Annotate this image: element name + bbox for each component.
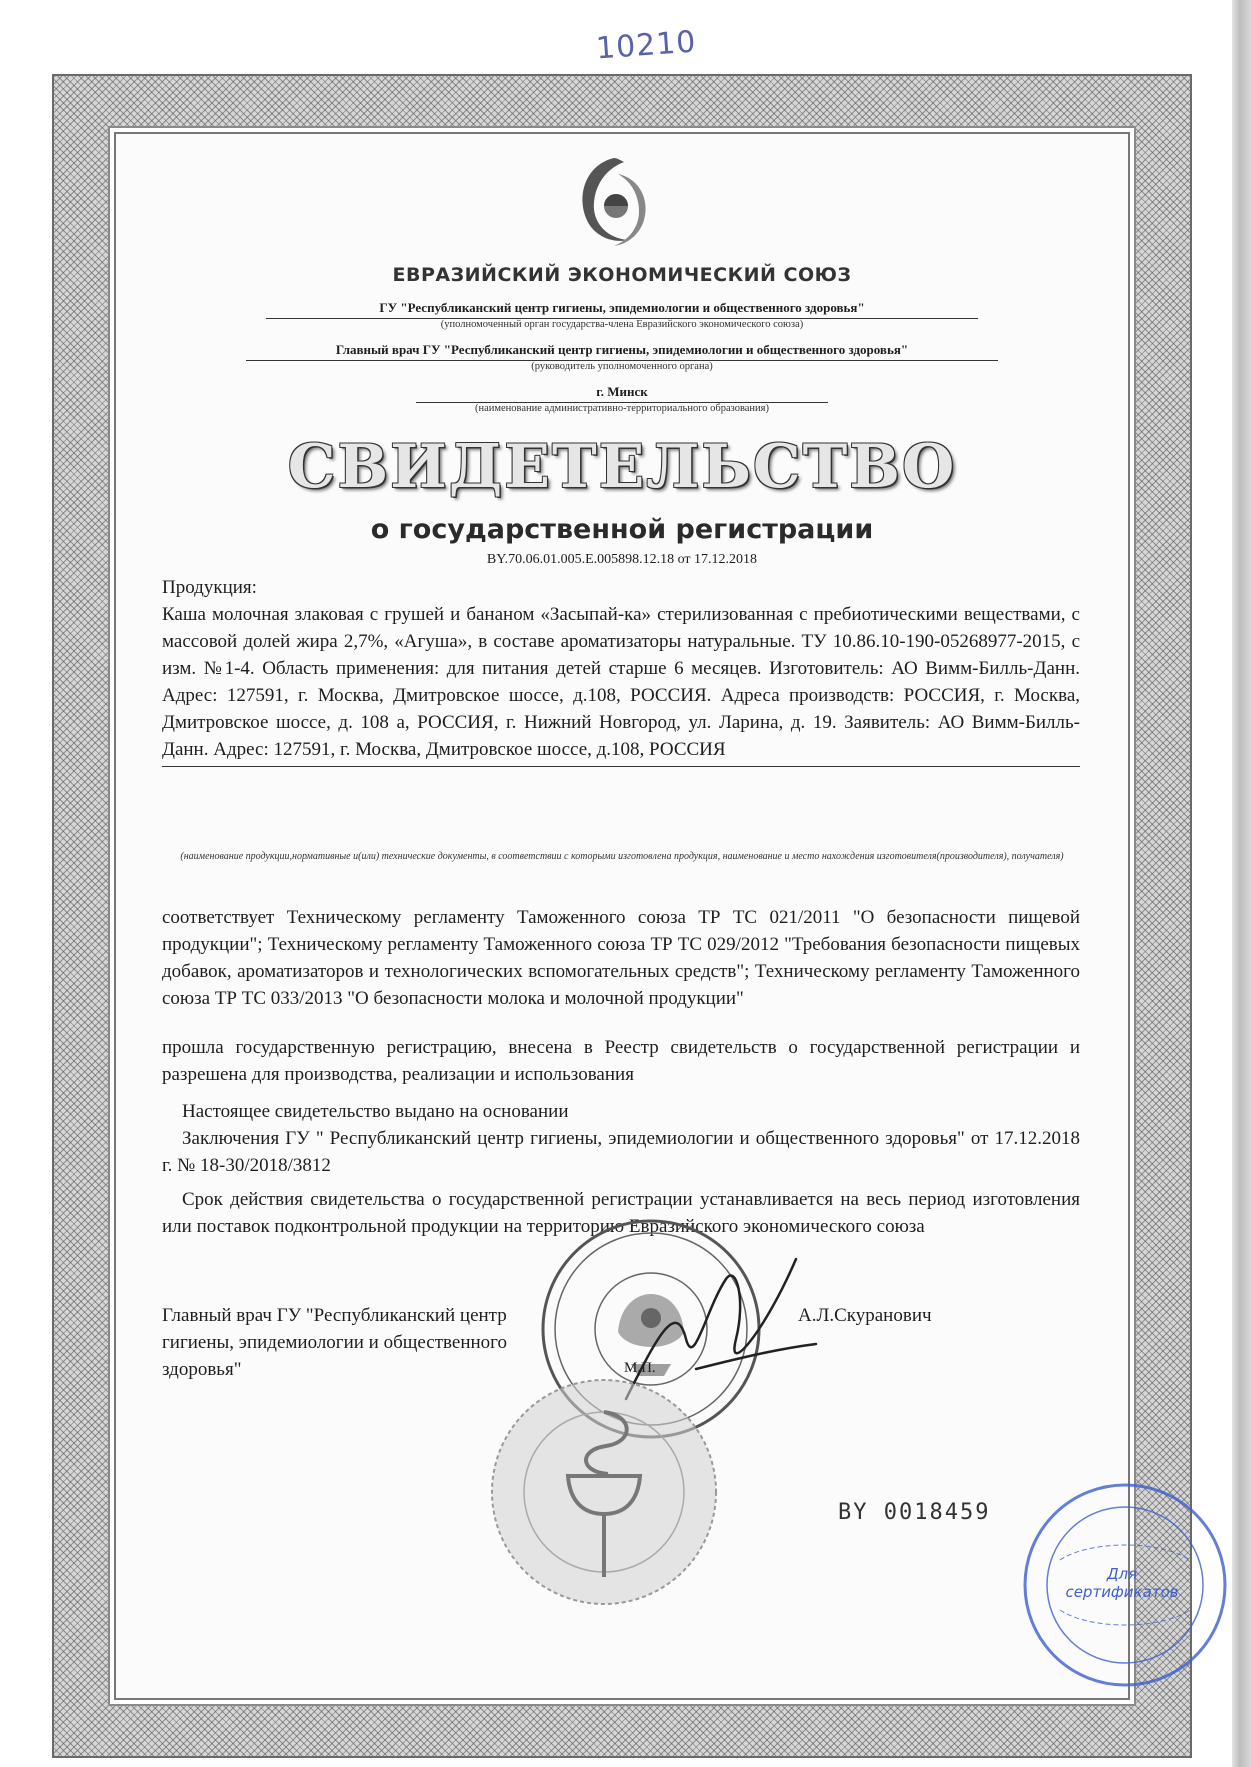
registration-text: прошла государственную регистрацию, внесена в Реестр свидетельств о государственной регистрации и разрешена для производства, реализации и использования <box>162 1037 1080 1085</box>
hygieia-watermark-icon <box>484 1372 724 1612</box>
authority-city: г. Минск <box>416 384 828 403</box>
registration-number: BY.70.06.01.005.Е.005898.12.18 от 17.12.2018 <box>486 552 758 567</box>
compliance-text: соответствует Техническому регламенту Таможенного союза ТР ТС 021/2011 "О безопасности пищевой продукции"; Техническому регламенту Таможенного союза ТР ТС 029/2012 "Требования безопасности пищевых добавок, ароматизаторов и технологических вспомогательных средств"; Техническому регламенту Таможенного союза ТР ТС 033/2013 "О безопасности молока и молочной продукции" <box>162 907 1080 1009</box>
signatory-position: Главный врач ГУ "Республиканский центр гигиены, эпидемиологии и общественного здоровья" <box>162 1305 507 1380</box>
document-subtitle: о государственной регистрации <box>370 514 874 545</box>
authority-body-caption: (уполномоченный орган государства-члена Евразийского экономического союза) <box>440 319 804 330</box>
eaeu-emblem-icon <box>558 148 670 260</box>
authority-head-caption: (руководитель уполномоченного органа) <box>531 361 713 372</box>
authority-head: Главный врач ГУ "Республиканский центр гигиены, эпидемиологии и общественного здоровья" <box>246 342 998 361</box>
validity-text: Срок действия свидетельства о государственной регистрации устанавливается на весь период изготовления или поставок подконтрольной продукции на территорию Евразийского экономического союза <box>162 1189 1080 1237</box>
paper-edge <box>1232 0 1251 1767</box>
union-name: ЕВРАЗИЙСКИЙ ЭКОНОМИЧЕСКИЙ СОЮЗ <box>392 264 852 286</box>
document-title: СВИДЕТЕЛЬСТВО <box>287 432 957 502</box>
signatory-name: А.Л.Скуранович <box>798 1305 932 1326</box>
seal-place-label: М.П. <box>624 1360 656 1376</box>
authority-city-caption: (наименование административно-территориального образования) <box>474 403 769 414</box>
product-caption: (наименование продукции,нормативные и(или) технические документы, в соответствии с которыми изготовлена продукция, наименование и место нахождения изготовителя(производителя), получателя) <box>180 851 1064 862</box>
company-stamp-text: Для сертификатов <box>1065 1565 1179 1601</box>
authority-body: ГУ "Республиканский центр гигиены, эпидемиологии и общественного здоровья" <box>266 300 978 319</box>
handwritten-note: 10210 <box>594 24 698 67</box>
form-number: BY 0018459 <box>838 1500 991 1525</box>
basis-intro: Настоящее свидетельство выдано на основании <box>182 1101 569 1122</box>
product-label: Продукция: <box>162 577 257 598</box>
certificate-body <box>114 132 1130 1700</box>
product-description: Каша молочная злаковая с грушей и бананом «Засыпай-ка» стерилизованная с пребиотическими веществами, с массовой долей жира 2,7%, «Агуша», в составе ароматизаторы натуральные. ТУ 10.86.10-190-05268977-2015, с изм. №1-4. Область применения: для питания детей старше 6 месяцев. Изготовитель: АО Вимм-Билль-Данн. Адрес: 127591, г. Москва, Дмитровское шоссе, д.108, РОССИЯ. Адреса производств: РОССИЯ, г. Москва, Дмитровское шоссе, д. 108 а, РОССИЯ, г. Нижний Новгород, ул. Ларина, д. 19. Заявитель: АО Вимм-Билль-Данн. Адрес: 127591, г. Москва, Дмитровское шоссе, д.108, РОССИЯ <box>162 601 1080 767</box>
basis-text: Заключения ГУ " Республиканский центр гигиены, эпидемиологии и общественного здоровья" от 17.12.2018 г. № 18-30/2018/3812 <box>162 1128 1080 1176</box>
